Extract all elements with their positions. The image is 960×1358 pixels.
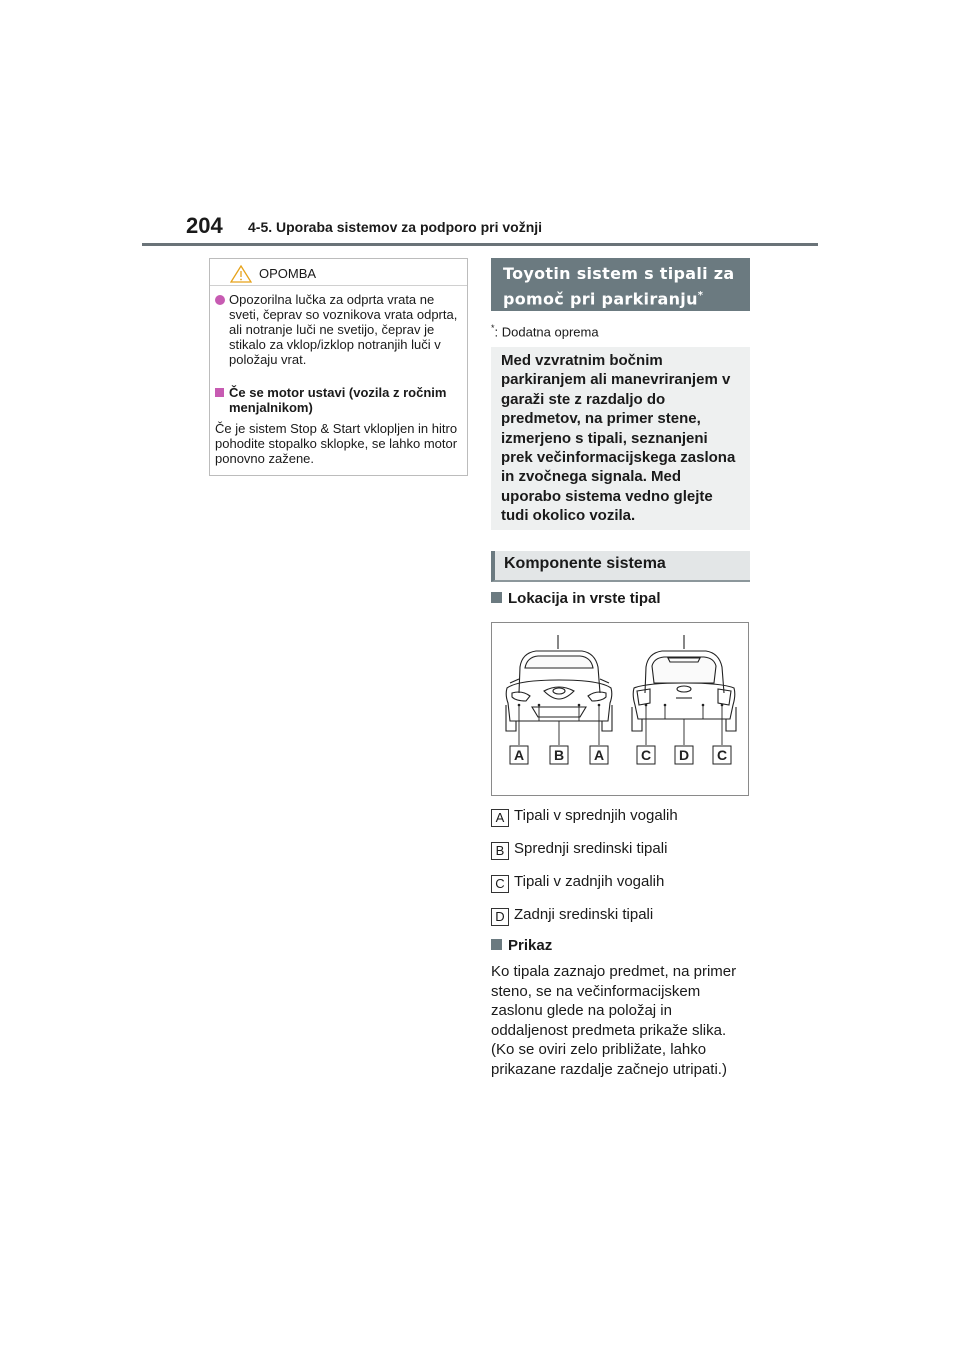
note-subhead: Če se motor ustavi (vozila z ročnim menjalnikom) xyxy=(229,385,447,415)
section-heading xyxy=(491,258,750,311)
car-sensor-illustration xyxy=(492,623,748,795)
figure-label: D xyxy=(678,747,690,763)
footnote-mark: * xyxy=(491,323,495,333)
location-subheading xyxy=(491,590,661,607)
section-title-line2: pomoč pri parkiranju xyxy=(503,289,698,309)
section-title-line1: Toyotin sistem s tipali za xyxy=(503,264,735,283)
square-bullet-icon xyxy=(491,592,502,603)
note-paragraph: Če je sistem Stop & Start vklopljen in hitro pohodite stopalko sklopke, se lahko motor ponovno zažene. xyxy=(215,421,458,466)
legend-item xyxy=(491,840,667,860)
figure-label: C xyxy=(640,747,652,763)
note-item: Opozorilna lučka za odprta vrata ne sveti, čeprav so voznikova vrata odprta, ali notranje luči ne svetijo, čeprav je stikalo za vklop/izklop notranjih luči v položaju vrat. xyxy=(229,292,458,367)
legend-key: B xyxy=(491,842,509,860)
legend-key: C xyxy=(491,875,509,893)
section-header-title: 4-5. Uporaba sistemov za podporo pri vožnji xyxy=(248,219,543,235)
sensor-location-figure xyxy=(491,622,749,796)
footnote-text: : Dodatna oprema xyxy=(494,324,599,340)
legend-key: A xyxy=(491,809,509,827)
display-paragraph: Ko tipala zaznajo predmet, na primer steno, se na večinformacijskem zaslonu glede na položaj in oddaljenost predmeta prikaže slika. (Ko se oviri zelo približate, lahko prikazane razdalje začnejo utripati.) xyxy=(491,963,737,1078)
note-divider xyxy=(210,285,467,286)
page-number: 204 xyxy=(186,213,223,238)
location-subheading-text: Lokacija in vrste tipal xyxy=(508,590,661,607)
square-bullet-icon xyxy=(491,939,502,950)
title-asterisk: * xyxy=(697,290,704,301)
figure-label: A xyxy=(513,747,525,763)
warning-triangle-icon xyxy=(230,265,252,283)
legend-text: Tipali v sprednjih vogalih xyxy=(514,807,678,824)
figure-label: C xyxy=(716,747,728,763)
header-divider xyxy=(142,243,818,246)
legend-text: Zadnji sredinski tipali xyxy=(514,906,654,923)
components-heading: Komponente sistema xyxy=(491,551,750,582)
intro-text: Med vzvratnim bočnim parkiranjem ali manevriranjem v garaži ste z razdaljo do predmetov, na primer stene, izmerjeno s tipali, seznanjeni prek večinformacijskega zaslona in zvočnega signala. Med uporabo sistema vedno glejte tudi okolico vozila. xyxy=(501,352,736,525)
legend-item xyxy=(491,873,664,893)
note-header xyxy=(210,259,467,285)
display-subheading-text: Prikaz xyxy=(508,937,553,954)
bullet-square-icon xyxy=(215,388,224,397)
note-title: OPOMBA xyxy=(259,266,317,281)
bullet-dot-icon xyxy=(215,295,225,305)
footnote xyxy=(491,323,599,339)
display-subheading xyxy=(491,937,552,954)
figure-label: B xyxy=(553,747,565,763)
legend-text: Sprednji sredinski tipali xyxy=(514,840,668,857)
legend-item xyxy=(491,807,678,827)
legend-key: D xyxy=(491,908,509,926)
legend-text: Tipali v zadnjih vogalih xyxy=(514,873,665,890)
note-box xyxy=(209,258,468,476)
intro-box xyxy=(491,347,750,530)
legend-item xyxy=(491,906,653,926)
figure-label: A xyxy=(593,747,605,763)
